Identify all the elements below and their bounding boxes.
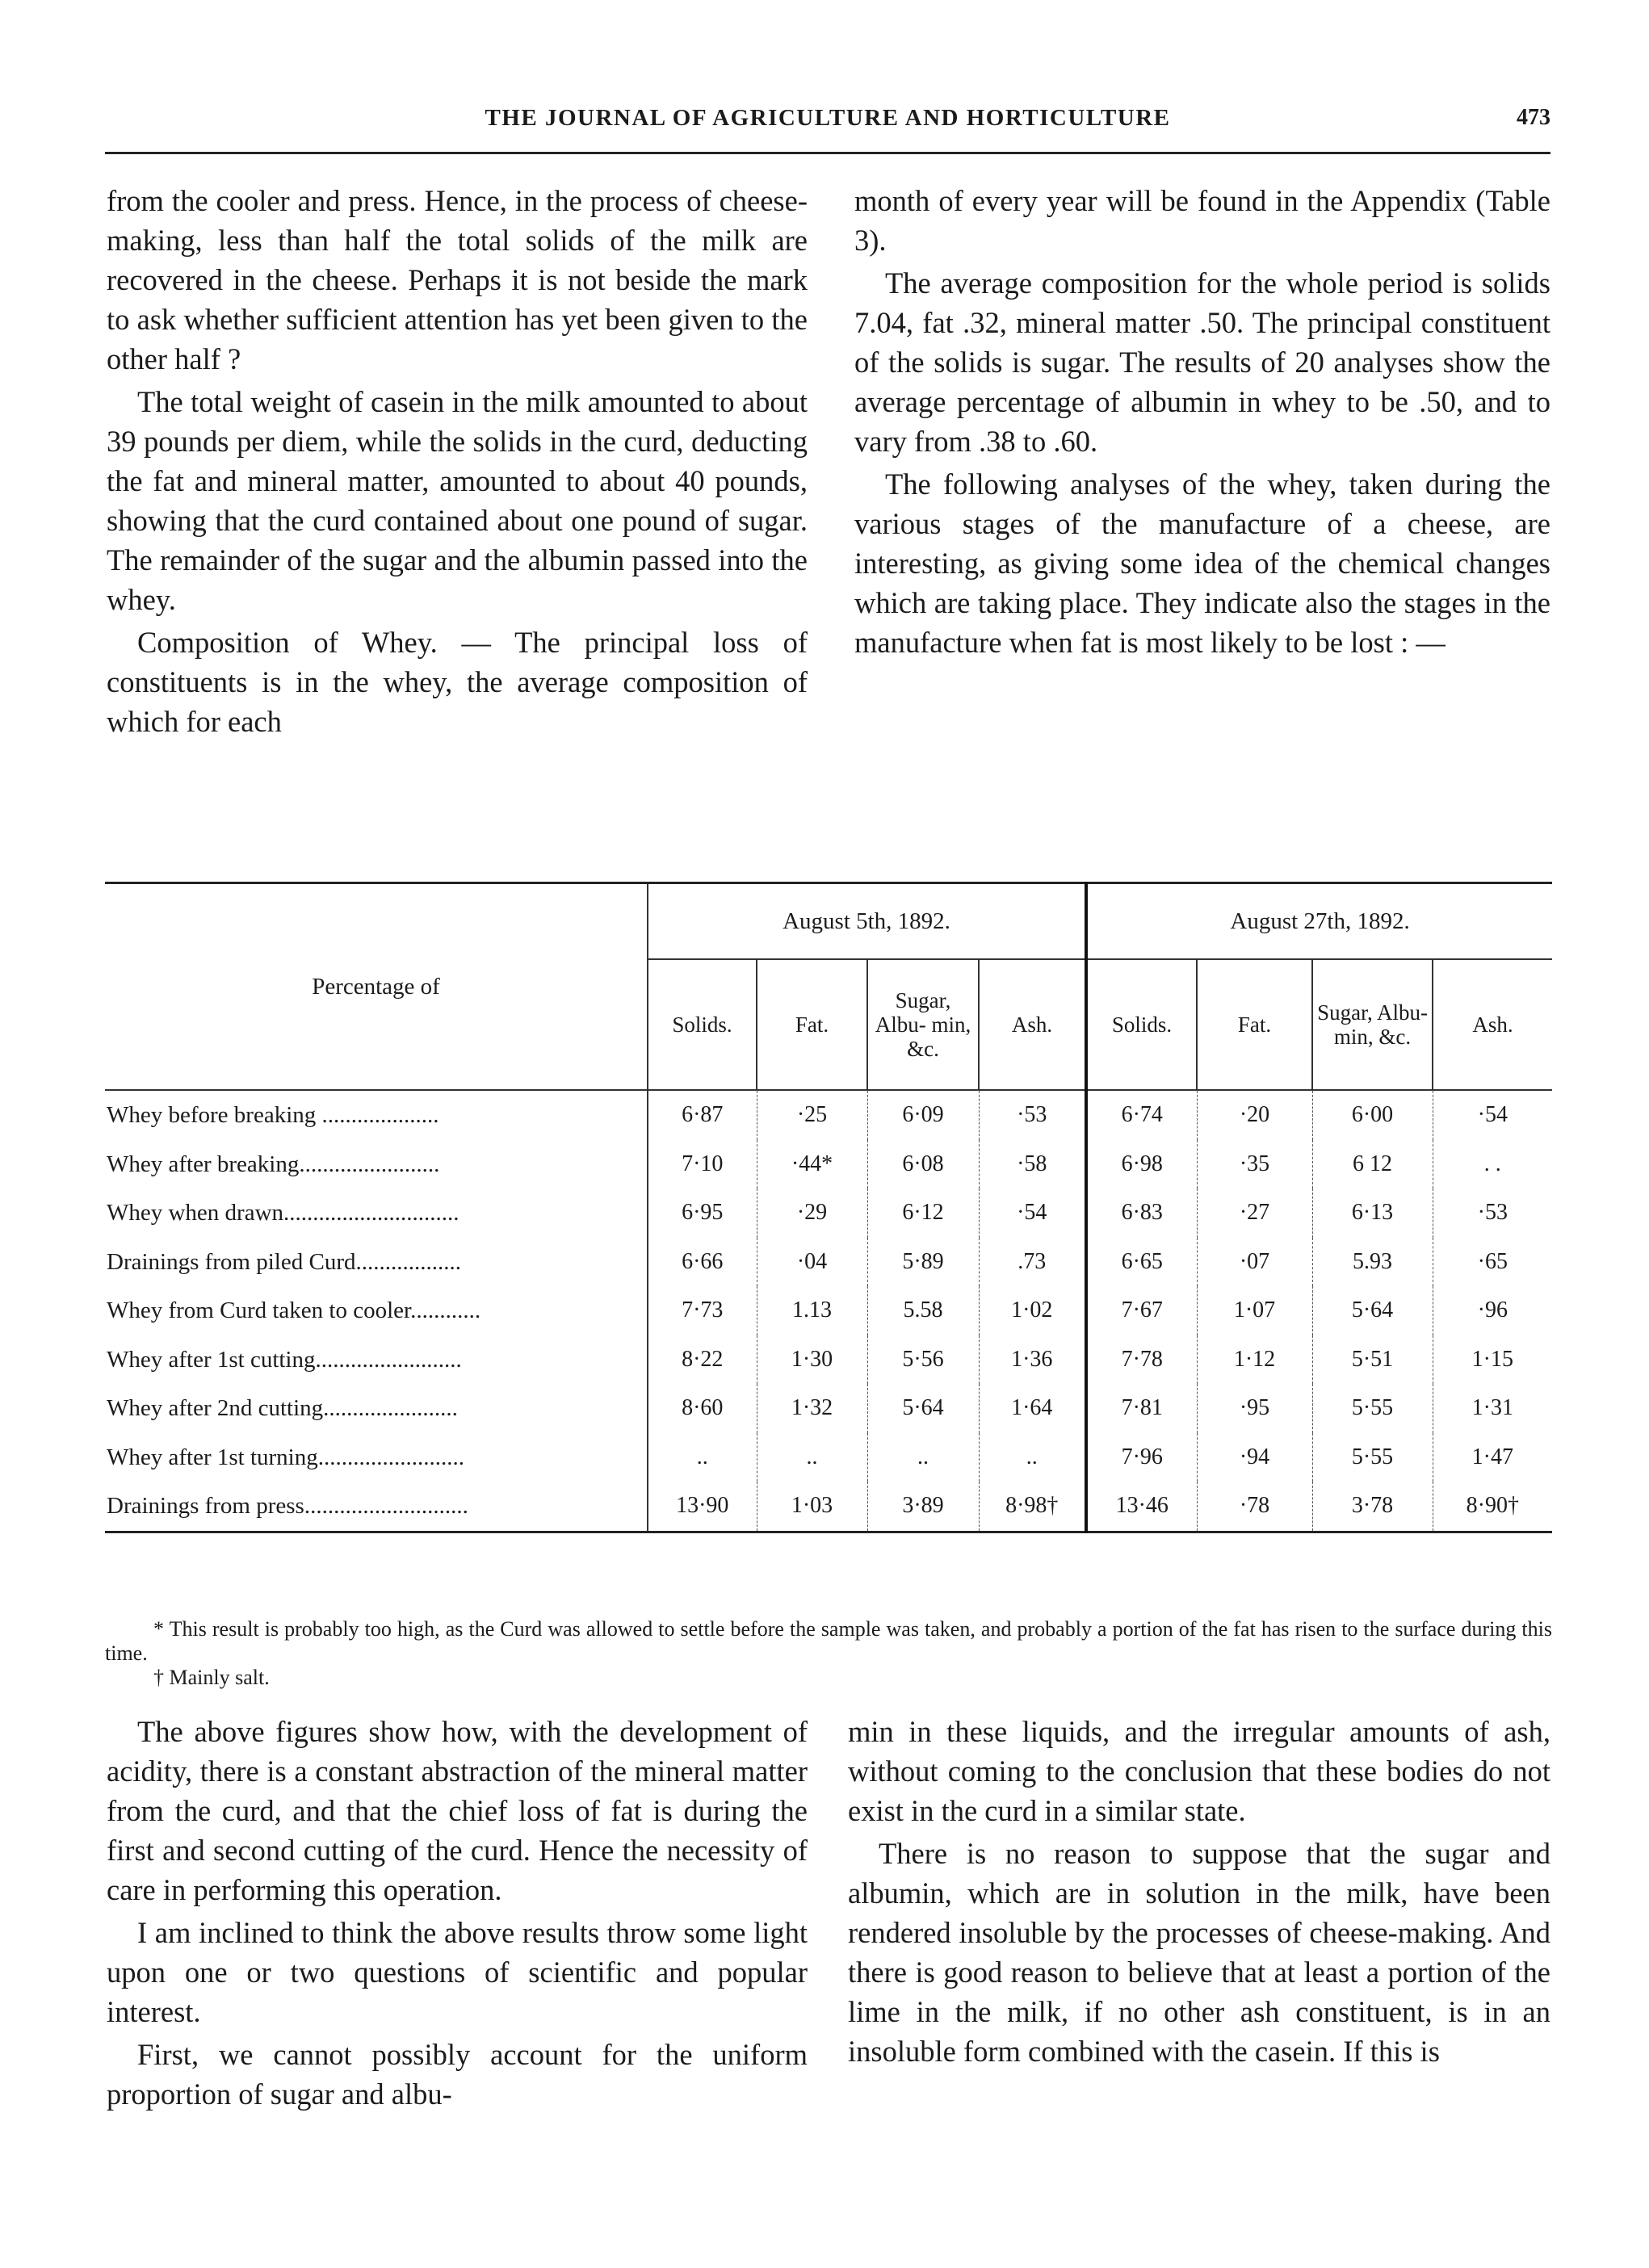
- table-cell: . .: [1433, 1140, 1552, 1189]
- table-row: [105, 1188, 1552, 1238]
- table-cell: 8·60: [648, 1384, 757, 1433]
- page-number: 473: [1517, 105, 1550, 130]
- table-cell: 7·67: [1086, 1286, 1197, 1335]
- bottom-right-column: [848, 1712, 1550, 2071]
- paragraph: The above figures show how, with the development of acidity, there is a constant abstraction of the mineral matter from the curd, and that the chief loss of fat is during the first and second cutting of the curd. Hence the necessity of care in performing this operation.: [107, 1715, 808, 1906]
- table-row: [105, 1482, 1552, 1532]
- table-cell: 13·90: [648, 1482, 757, 1532]
- table-cell: 8·22: [648, 1335, 757, 1385]
- table-cell: 5·55: [1312, 1384, 1433, 1433]
- table-cell: 13·46: [1086, 1482, 1197, 1532]
- table-row: [105, 1384, 1552, 1433]
- table-cell: 1·36: [979, 1335, 1086, 1385]
- paragraph: The average composition for the whole period is solids 7.04, fat .32, mineral matter .50. The principal constituent of the solids is sugar. The results of 20 analyses show the average percentage of albumin in whey to be .50, and to vary from .38 to .60.: [854, 266, 1550, 458]
- date-header-august-5: August 5th, 1892.: [648, 883, 1086, 960]
- column-header: Solids.: [648, 959, 757, 1090]
- table-row: [105, 1090, 1552, 1140]
- column-header: Ash.: [1433, 959, 1552, 1090]
- table-cell: 7·10: [648, 1140, 757, 1189]
- row-label: Whey after breaking........................: [107, 1151, 440, 1177]
- table-cell: ·07: [1197, 1238, 1312, 1287]
- column-header: Ash.: [979, 959, 1086, 1090]
- table-cell: 1·07: [1197, 1286, 1312, 1335]
- table-cell: ·95: [1197, 1384, 1312, 1433]
- table-cell: 1·15: [1433, 1335, 1552, 1385]
- table-cell: ·54: [979, 1188, 1086, 1238]
- table-row: [105, 1335, 1552, 1385]
- row-label: Drainings from press............................: [105, 1482, 648, 1532]
- footnote-dagger: † Mainly salt.: [153, 1666, 270, 1689]
- table-cell: 7·96: [1086, 1433, 1197, 1482]
- row-label: Whey after 1st cutting.........................: [107, 1346, 462, 1373]
- column-header: Fat.: [1197, 959, 1312, 1090]
- row-label: Whey after 1st turning.........................: [107, 1444, 464, 1470]
- table-cell: 7·78: [1086, 1335, 1197, 1385]
- table-cell: ·27: [1197, 1188, 1312, 1238]
- table-cell: ..: [867, 1433, 979, 1482]
- date-header-august-27: August 27th, 1892.: [1086, 883, 1552, 960]
- table-cell: 8·98†: [979, 1482, 1086, 1532]
- paragraph: from the cooler and press. Hence, in the process of cheese-making, less than half the total solids of the milk are recovered in the cheese. Perhaps it is not beside the mark to ask whether sufficient attention has yet been given to the other half ?: [107, 184, 808, 375]
- table-cell: 5·89: [867, 1238, 979, 1287]
- table-cell: ·29: [757, 1188, 867, 1238]
- row-label: Whey after 2nd cutting.......................: [107, 1395, 458, 1422]
- paragraph: I am inclined to think the above results throw some light upon one or two questions of scientific and popular interest.: [107, 1916, 808, 2028]
- table-cell: 6·65: [1086, 1238, 1197, 1287]
- percentage-of-header: Percentage of: [312, 974, 440, 1000]
- top-left-column: [107, 181, 808, 741]
- table-cell: 1·30: [757, 1335, 867, 1385]
- row-label: Whey when drawn..............................: [107, 1200, 459, 1226]
- whey-analysis-table: [105, 882, 1552, 1533]
- table-cell: 6 12: [1312, 1140, 1433, 1189]
- table-cell: ·65: [1433, 1238, 1552, 1287]
- running-header: [105, 95, 1550, 144]
- table-cell: 5·55: [1312, 1433, 1433, 1482]
- footnote-asterisk: * This result is probably too high, as the Curd was allowed to settle before the sample was taken, and probably a portion of the fat has risen to the surface during this time.: [105, 1617, 1552, 1665]
- table-cell: 3·78: [1312, 1482, 1433, 1532]
- table-cell: ..: [979, 1433, 1086, 1482]
- table-row: [105, 1433, 1552, 1482]
- table-cell: .73: [979, 1238, 1086, 1287]
- paragraph: Composition of Whey. — The principal loss of constituents is in the whey, the average composition of which for each: [107, 626, 808, 738]
- table-cell: ·53: [1433, 1188, 1552, 1238]
- table-cell: 6·13: [1312, 1188, 1433, 1238]
- table-cell: 1·02: [979, 1286, 1086, 1335]
- table-row: [105, 1286, 1552, 1335]
- paragraph: There is no reason to suppose that the sugar and albumin, which are in solution in the milk, have been rendered insoluble by the processes of cheese-making. And there is good reason to believe that at least a portion of the lime in the milk, if no other ash constituent, is in an insoluble form combined with the casein. If this is: [848, 1837, 1550, 2068]
- row-label: Drainings from piled Curd..................: [107, 1248, 461, 1275]
- table-cell: ·25: [757, 1090, 867, 1140]
- table-cell: 5.58: [867, 1286, 979, 1335]
- table-cell: ·53: [979, 1090, 1086, 1140]
- table-cell: 1·64: [979, 1384, 1086, 1433]
- table-cell: 6·00: [1312, 1090, 1433, 1140]
- top-right-column: [854, 181, 1550, 662]
- table-cell: 5·51: [1312, 1335, 1433, 1385]
- table-cell: ·44*: [757, 1140, 867, 1189]
- paragraph: The following analyses of the whey, taken during the various stages of the manufacture of a cheese, are interesting, as giving some idea of the chemical changes which are taking place. They indicate also the stages in the manufacture when fat is most likely to be lost : —: [854, 467, 1550, 659]
- table-cell: ..: [757, 1433, 867, 1482]
- table-cell: 5·64: [867, 1384, 979, 1433]
- column-header: Sugar, Albu- min, &c.: [1312, 959, 1433, 1090]
- header-rule: [105, 152, 1550, 154]
- row-label: Whey from Curd taken to cooler............: [107, 1297, 481, 1324]
- table-cell: 1·03: [757, 1482, 867, 1532]
- table-cell: 6·98: [1086, 1140, 1197, 1189]
- table-row: [105, 1238, 1552, 1287]
- table-cell: 6·66: [648, 1238, 757, 1287]
- table-cell: ·35: [1197, 1140, 1312, 1189]
- table-cell: ·04: [757, 1238, 867, 1287]
- paragraph: The total weight of casein in the milk amounted to about 39 pounds per diem, while the solids in the curd, deducting the fat and mineral matter, amounted to about 40 pounds, showing that the curd contained about one pound of sugar. The remainder of the sugar and the albumin passed into the whey.: [107, 385, 808, 616]
- column-header: Fat.: [757, 959, 867, 1090]
- paragraph: First, we cannot possibly account for the uniform proportion of sugar and albu-: [107, 2038, 808, 2111]
- journal-title: THE JOURNAL OF AGRICULTURE AND HORTICULTURE: [485, 105, 1171, 131]
- table-cell: 6·09: [867, 1090, 979, 1140]
- table-cell: 5·64: [1312, 1286, 1433, 1335]
- paragraph: month of every year will be found in the Appendix (Table 3).: [854, 184, 1550, 257]
- table-cell: 6·87: [648, 1090, 757, 1140]
- table-cell: 7·81: [1086, 1384, 1197, 1433]
- table-row: [105, 1140, 1552, 1189]
- column-header: Solids.: [1086, 959, 1197, 1090]
- table-cell: 8·90†: [1433, 1482, 1552, 1532]
- table-cell: ·54: [1433, 1090, 1552, 1140]
- table-cell: ·96: [1433, 1286, 1552, 1335]
- table-cell: 6·83: [1086, 1188, 1197, 1238]
- table-cell: ·78: [1197, 1482, 1312, 1532]
- table-cell: 5.93: [1312, 1238, 1433, 1287]
- column-header: Sugar, Albu- min, &c.: [867, 959, 979, 1090]
- table-cell: 1·32: [757, 1384, 867, 1433]
- table-cell: 5·56: [867, 1335, 979, 1385]
- table-body: [105, 1090, 1552, 1532]
- row-label: Whey before breaking ....................: [107, 1102, 439, 1129]
- table-cell: 6·08: [867, 1140, 979, 1189]
- table-cell: ·94: [1197, 1433, 1312, 1482]
- table-cell: 1·31: [1433, 1384, 1552, 1433]
- table-cell: 3·89: [867, 1482, 979, 1532]
- table-cell: 1·47: [1433, 1433, 1552, 1482]
- table-cell: ·58: [979, 1140, 1086, 1189]
- table-footnotes: [105, 1617, 1552, 1690]
- table-cell: 7·73: [648, 1286, 757, 1335]
- table-cell: 1.13: [757, 1286, 867, 1335]
- paragraph: min in these liquids, and the irregular amounts of ash, without coming to the conclusion that these bodies do not exist in the curd in a similar state.: [848, 1715, 1550, 1827]
- table-cell: ·20: [1197, 1090, 1312, 1140]
- table-cell: 1·12: [1197, 1335, 1312, 1385]
- table-cell: ..: [648, 1433, 757, 1482]
- table-cell: 6·95: [648, 1188, 757, 1238]
- table-top-rule: [105, 883, 1552, 960]
- bottom-left-column: [107, 1712, 808, 2114]
- table-cell: 6·74: [1086, 1090, 1197, 1140]
- table-cell: 6·12: [867, 1188, 979, 1238]
